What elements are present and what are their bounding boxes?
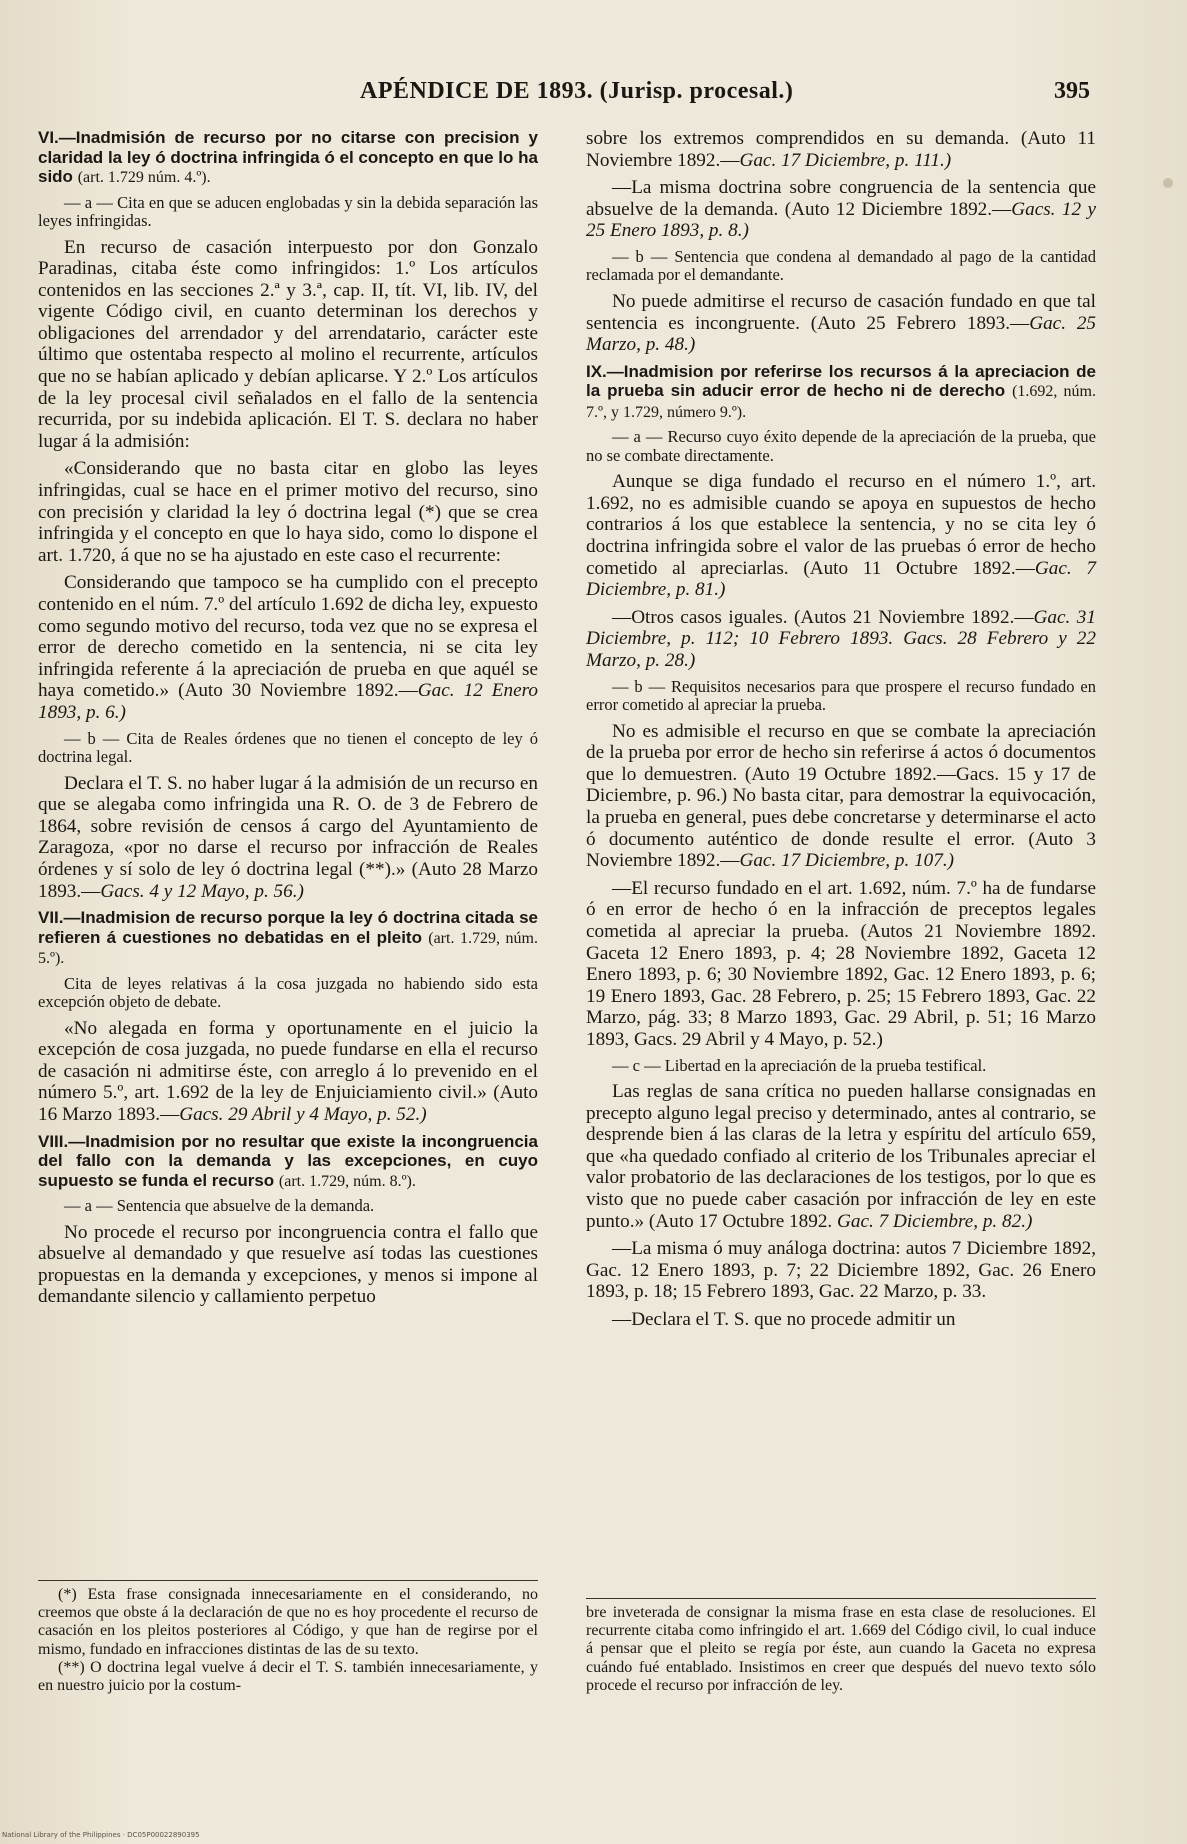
paragraph: —Declara el T. S. que no procede admitir un xyxy=(612,1308,956,1330)
paragraph: Declara el T. S. no haber lugar á la admisión de un recurso en que se alegaba como infringida una R. O. de 3 de Febrero de 1864, sobre revisión de censos á cargo del Ayuntamiento de Zaragoza, «por no darse el recurso por infracción de Reales órdenes y sí solo de ley ó doctrina legal (**).» (Auto 28 Marzo 1893.—Gacs. 4 y 12 Mayo, p. 56.) xyxy=(38,772,538,902)
subheading: — b — Sentencia que condena al demandado al pago de la cantidad reclamada por el demandante. xyxy=(586,246,1096,285)
left-column xyxy=(38,128,538,1314)
footnote: (*) Esta frase consignada innecesariamente en el considerando, no creemos que obste á la declaración de que no es hoy procedente el recurso de casación en los pleitos posteriores al Código, y que han de regirse por el mismo, fundado en infracciones distintas de las de su texto. xyxy=(38,1586,538,1658)
paragraph: —La misma doctrina sobre congruencia de la sentencia que absuelve de la demanda. (Auto 12 Diciembre 1892.—Gacs. 12 y 25 Enero 1893, p. 8.) xyxy=(586,177,1096,242)
section-heading-vii: VII.—Inadmision de recurso porque la ley ó doctrina citada se refieren á cuestiones no debatidas en el pleito (art. 1.729, núm. 5.º). xyxy=(38,908,538,968)
paragraph: «Considerando que no basta citar en globo las leyes infringidas, cual se hace en el primer motivo del recurso, sino con precisión y claridad la ley ó doctrina legal (*) que se crea infringida y el concepto en que lo haya sido, como lo dispone el art. 1.720, á que no se ha ajustado en este caso el recurrente: xyxy=(38,458,538,566)
subheading: — b — Requisitos necesarios para que prospere el recurso fundado en error cometido al apreciar la prueba. xyxy=(586,676,1096,715)
running-header xyxy=(60,78,1090,112)
footnotes-right xyxy=(586,1604,1096,1695)
footnotes-left xyxy=(38,1586,538,1695)
citation: Gac. 7 Diciembre, p. 81.) xyxy=(586,557,1096,601)
section-ref: (art. 1.729, núm. 5.º). xyxy=(38,929,538,968)
footnote-divider xyxy=(586,1598,1096,1599)
subheading: Cita de leyes relativas á la cosa juzgada no habiendo sido esta excepción objeto de debate. xyxy=(38,973,538,1012)
footnote-continuation: bre inveterada de consignar la misma frase en esta clase de resoluciones. El recurrente citaba como infringido el art. 1.669 del Código civil, lo cual induce á pensar que el pleito se regía por éste, aun cuando la Gaceta no expresa cuándo fué entablado. Insistimos en creer que después del nuevo texto sólo procede el recurso por infracción de ley. xyxy=(586,1604,1096,1694)
citation: Gacs. 12 y 25 Enero 1893, p. 8.) xyxy=(586,198,1096,242)
subheading: — a — Recurso cuyo éxito depende de la apreciación de la prueba, que no se combate directamente. xyxy=(586,427,1096,465)
paragraph: Aunque se diga fundado el recurso en el número 1.º, art. 1.692, no es admisible cuando se apoya en supuestos de hecho contrarios á los que establece la sentencia, y no se cita ley ó doctrina infringida sobre el valor de las pruebas ó error de hecho cometido al apreciarlas. (Auto 11 Octubre 1892.—Gac. 7 Diciembre, p. 81.) xyxy=(586,471,1096,601)
section-heading-ix: IX.—Inadmision por referirse los recursos á la apreciacion de la prueba sin aducir error de hecho ni de derecho (1.692, núm. 7.º, y 1.729, número 9.º). xyxy=(586,361,1097,421)
scan-footer: National Library of the Philippines · DC05P00022890395 xyxy=(2,1831,200,1839)
citation: Gac. 25 Marzo, p. 48.) xyxy=(586,312,1097,356)
paragraph: No es admisible el recurso en que se combate la apreciación de la prueba por error de hecho sin referirse á actos ó documentos que lo demuestren. (Auto 19 Octubre 1892.—Gacs. 15 y 17 de Diciembre, p. 96.) No basta citar, para demostrar la equivocación, la prueba en general, pues debe concretarse y determinarse el acto ó documento auténtico de donde resulte el error. (Auto 3 Noviembre 1892.—Gac. 17 Diciembre, p. 107.) xyxy=(586,720,1096,872)
paragraph: «No alegada en forma y oportunamente en el juicio la excepción de cosa juzgada, no puede fundarse en ella el recurso de casación ni admitirse éste, con arreglo á lo prevenido en el número 5.º, art. 1.692 de la ley de Enjuiciamiento civil.» (Auto 16 Marzo 1893.—Gacs. 29 Abril y 4 Mayo, p. 52.) xyxy=(38,1017,538,1125)
paragraph: —El recurso fundado en el art. 1.692, núm. 7.º ha de fundarse ó en error de hecho ó en la infracción de preceptos legales cometida al apreciar la prueba. (Autos 21 Noviembre 1892. Gaceta 12 Enero 1893, p. 4; 28 Noviembre 1892, Gaceta 12 Enero 1893, p. 6; 30 Noviembre 1892, Gac. 12 Enero 1893, p. 6; 19 Enero 1893, Gac. 28 Febrero, p. 25; 15 Febrero 1893, Gac. 22 Marzo, pág. 33; 8 Marzo 1893, Gac. 29 Abril, p. 51; 16 Marzo 1893, Gacs. 29 Abril y 4 Mayo, p. 52.) xyxy=(586,877,1096,1050)
paragraph: No procede el recurso por incongruencia contra el fallo que absuelve al demandado y que resuelve así todas las cuestiones propuestas en la demanda y excepciones, y menos si impone al demandante silencio y callamiento perpetuo xyxy=(38,1221,538,1308)
paragraph: —Otros casos iguales. (Autos 21 Noviembre 1892.—Gac. 31 Diciembre, p. 112; 10 Febrero 1893. Gacs. 28 Febrero y 22 Marzo, p. 28.) xyxy=(586,606,1096,671)
section-ref: (art. 1.729, núm. 8.º). xyxy=(278,1172,416,1190)
footnote-divider xyxy=(38,1580,538,1581)
subheading: — a — Cita en que se aducen englobadas y sin la debida separación las leyes infringidas. xyxy=(38,192,538,230)
citation: Gac. 17 Diciembre, p. 107.) xyxy=(739,850,955,872)
citation: Gac. 7 Diciembre, p. 82.) xyxy=(837,1210,1033,1232)
citation: Gac. 12 Enero 1893, p. 6.) xyxy=(38,680,538,723)
subheading: — c — Libertad en la apreciación de la prueba testifical. xyxy=(612,1055,987,1075)
section-heading-vi: VI.—Inadmisión de recurso por no citarse con precision y claridad la ley ó doctrina infringida ó el concepto en que lo ha sido (art. 1.729 núm. 4.º). xyxy=(38,128,538,186)
citation: Gac. 17 Diciembre, p. 111.) xyxy=(739,149,952,171)
subheading: — a — Sentencia que absuelve de la demanda. xyxy=(64,1196,375,1216)
paragraph: Las reglas de sana crítica no pueden hallarse consignadas en precepto alguno legal preciso y determinado, antes al contrario, se desprende bien á las claras de la letra y espíritu del artículo 659, que «ha quedado confiado al criterio de los Tribunales apreciar el valor probatorio de las declaraciones de los testigos, por lo que es visto que no puede caber casación por infracción de ley en este punto.» (Auto 17 Octubre 1892. Gac. 7 Diciembre, p. 82.) xyxy=(586,1081,1096,1232)
citation: Gacs. 29 Abril y 4 Mayo, p. 52.) xyxy=(179,1104,427,1125)
section-ref: (1.692, núm. 7.º, y 1.729, número 9.º). xyxy=(586,383,1097,421)
section-heading-viii: VIII.—Inadmision por no resultar que existe la incongruencia del fallo con la demanda y las excepciones, en cuyo supuesto se funda el recurso (art. 1.729, núm. 8.º). xyxy=(38,1131,538,1190)
citation: Gac. 31 Diciembre, p. 112; 10 Febrero 1893. Gacs. 28 Febrero y 22 Marzo, p. 28.) xyxy=(586,606,1096,671)
paragraph: Considerando que tampoco se ha cumplido con el precepto contenido en el núm. 7.º del artículo 1.692 de dicha ley, expuesto como segundo motivo del recurso, toda vez que no se expresa el error de derecho cometido en la sentencia, ni se cita ley infringida referente á la apreciación de prueba en que aquél se haya cometido.» (Auto 30 Noviembre 1892.—Gac. 12 Enero 1893, p. 6.) xyxy=(38,572,538,723)
page-number: 395 xyxy=(1054,78,1090,104)
subheading: — b — Cita de Reales órdenes que no tienen el concepto de ley ó doctrina legal. xyxy=(38,728,538,767)
paragraph: No puede admitirse el recurso de casación fundado en que tal sentencia es incongruente. (Auto 25 Febrero 1893.—Gac. 25 Marzo, p. 48.) xyxy=(586,290,1097,356)
section-ref: (art. 1.729 núm. 4.º). xyxy=(77,169,211,186)
right-column xyxy=(586,128,1096,1337)
scan-blemish-icon xyxy=(1163,178,1173,188)
paragraph: sobre los extremos comprendidos en su demanda. (Auto 11 Noviembre 1892.—Gac. 17 Diciembre, p. 111.) xyxy=(586,128,1096,171)
running-title: APÉNDICE DE 1893. (Jurisp. procesal.) xyxy=(360,78,794,104)
paragraph: En recurso de casación interpuesto por don Gonzalo Paradinas, citaba éste como infringidos: 1.º Los artículos contenidos en las secciones 2.ª y 3.ª, cap. II, tít. VI, lib. IV, del vigente Código civil, en cuanto determinan los derechos y obligaciones del arrendador y del arrendatario, carácter este último que ostentaba respecto al molino el recurrente, artículos que no se habían aplicado y debían aplicarse. Y 2.º Los artículos de la ley procesal civil señalados en el fallo de la sentencia recurrida, por su indebida aplicación. El T. S. declara no haber lugar á la admisión: xyxy=(38,236,538,452)
footnote: (**) O doctrina legal vuelve á decir el T. S. también innecesariamente, y en nuestro juicio por la costum- xyxy=(38,1658,538,1695)
citation: Gacs. 4 y 12 Mayo, p. 56.) xyxy=(100,880,304,902)
paragraph: —La misma ó muy análoga doctrina: autos 7 Diciembre 1892, Gac. 12 Enero 1893, p. 7; 22 Diciembre 1892, Gac. 26 Enero 1893, p. 18; 15 Febrero 1893, Gac. 22 Marzo, p. 33. xyxy=(586,1238,1096,1303)
